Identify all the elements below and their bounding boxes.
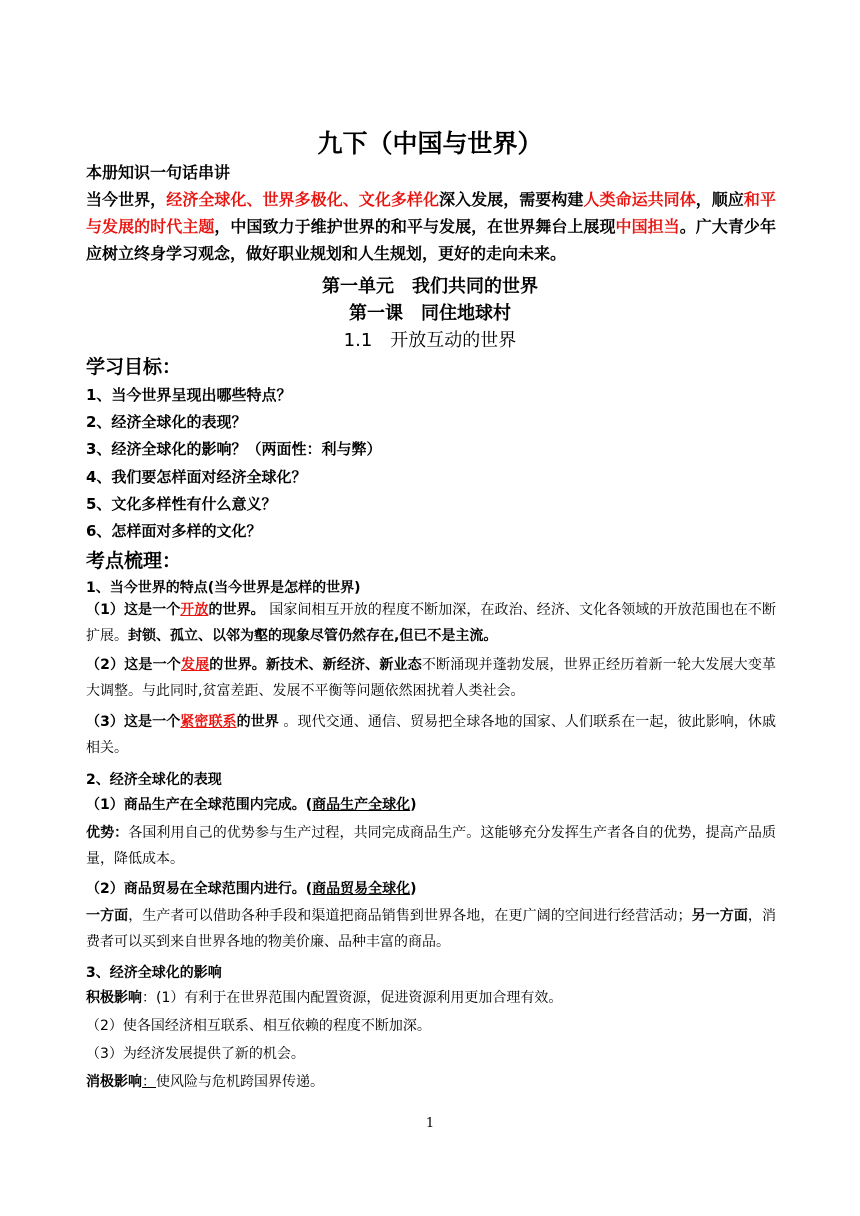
lesson-heading: 第一课 同住地球村 — [349, 303, 511, 324]
points-heading: 考点梳理： — [86, 550, 182, 572]
item-lead: （2）商品贸易在全球范围内进行。( — [86, 881, 313, 897]
page-number: 1 — [425, 1116, 435, 1131]
item-text: 使风险与危机跨国界传递。 — [156, 1074, 324, 1090]
intro-highlight: 人类命运共同体 — [583, 190, 696, 209]
item-lead: 另一方面 — [691, 908, 748, 924]
item-emphasis: 封锁、孤立、以邻为壑的现象尽管仍然存在,但已不是主流。 — [128, 628, 498, 644]
section-heading: 1.1 开放互动的世界 — [343, 330, 517, 351]
keyword: 开放 — [180, 602, 209, 618]
intro-highlight: 经济全球化、世界多极化、文化多样化 — [166, 190, 440, 209]
point-2-b-heading — [86, 876, 776, 902]
intro-highlight: 中国担当 — [615, 217, 680, 236]
item-text: 不断涌现并蓬勃发展，世界正经历着新一轮大发展大变革大调整。与此同时,贫富差距、发展不平衡等问题依然困扰着人类社会。 — [86, 657, 776, 699]
item-text: ，消费者可以买到来自世界各地的物美价廉、品种丰富的商品。 — [86, 908, 777, 950]
item-text: 国家间相互开放的程度不断加深，在政治、经济、文化各领域的开放范围也在不断扩展。 — [86, 602, 777, 644]
keyword: 紧密联系 — [180, 714, 237, 730]
item-lead: （2）这是一个 — [86, 657, 181, 673]
point-3-negative — [86, 1069, 776, 1095]
point-2-b-body — [86, 903, 776, 955]
keyword: 商品贸易全球化 — [312, 881, 411, 897]
intro-paragraph — [86, 186, 776, 267]
point-1-b — [86, 652, 776, 704]
intro-text: 当今世界， — [86, 190, 167, 209]
item-lead: 的世界。 — [209, 657, 266, 673]
goal-item: 1、当今世界呈现出哪些特点？ — [86, 386, 292, 404]
document-title: 九下（中国与世界） — [317, 129, 543, 158]
item-text: 各国利用自己的优势参与生产过程，共同完成商品生产。这能够充分发挥生产者各自的优势，提高产品质量，降低成本。 — [86, 825, 776, 867]
goal-item: 6、怎样面对多样的文化？ — [86, 522, 262, 540]
item-text: ：(1）有利于在世界范围内配置资源，促进资源利用更加合理有效。 — [142, 990, 563, 1006]
item-lead: （1）商品生产在全球范围内完成。( — [86, 797, 313, 813]
goal-item: 5、文化多样性有什么意义？ — [86, 495, 277, 513]
point-1-heading: 1、当今世界的特点(当今世界是怎样的世界) — [86, 580, 361, 596]
item-lead: 优势： — [86, 825, 129, 841]
item-lead: ) — [410, 797, 417, 813]
intro-text: 深入发展，需要构建 — [439, 190, 584, 209]
goal-item: 2、经济全球化的表现？ — [86, 413, 247, 431]
keyword: 发展 — [180, 657, 210, 673]
point-3-positive — [86, 985, 776, 1011]
item-lead: 积极影响 — [86, 990, 142, 1006]
item-lead: 的世界 — [236, 714, 279, 730]
item-lead: 的世界。 — [208, 602, 265, 618]
intro-heading: 本册知识一句话串讲 — [86, 163, 231, 182]
item-lead: 消极影响 — [86, 1074, 142, 1090]
point-3-positive-3: （3）为经济发展提供了新的机会。 — [86, 1046, 305, 1062]
item-emphasis: 新技术、新经济、新业态 — [265, 657, 422, 673]
intro-highlight: 和平与发展的时代主题 — [86, 190, 776, 236]
intro-text: 。广大青少年应树立终身学习观念，做好职业规划和人生规划，更好的走向未来。 — [86, 217, 776, 263]
intro-text: ，顺应 — [695, 190, 744, 209]
item-lead: ) — [410, 881, 417, 897]
unit-heading: 第一单元 我们共同的世界 — [322, 276, 538, 297]
point-2-a-body — [86, 820, 776, 872]
item-lead: （3）这是一个 — [86, 714, 181, 730]
item-text: 。现代交通、通信、贸易把全球各地的国家、人们联系在一起，彼此影响，休戚相关。 — [86, 714, 777, 756]
point-2-heading: 2、经济全球化的表现 — [86, 772, 222, 788]
item-lead: ： — [142, 1074, 156, 1090]
point-3-heading: 3、经济全球化的影响 — [86, 965, 222, 981]
goals-heading: 学习目标： — [86, 356, 182, 378]
item-lead: 一方面 — [86, 908, 129, 924]
intro-text: ，中国致力于维护世界的和平与发展，在世界舞台上展现 — [214, 217, 616, 236]
item-text: ，生产者可以借助各种手段和渠道把商品销售到世界各地，在更广阔的空间进行经营活动； — [128, 908, 692, 924]
keyword: 商品生产全球化 — [312, 797, 411, 813]
point-2-a-heading — [86, 792, 776, 818]
goal-item: 3、经济全球化的影响？（两面性：利与弊） — [86, 440, 382, 458]
point-1-a — [86, 597, 776, 649]
point-1-c — [86, 709, 776, 761]
item-lead: （1）这是一个 — [86, 602, 181, 618]
point-3-positive-2: （2）使各国经济相互联系、相互依赖的程度不断加深。 — [86, 1018, 431, 1034]
goal-item: 4、我们要怎样面对经济全球化？ — [86, 468, 307, 486]
